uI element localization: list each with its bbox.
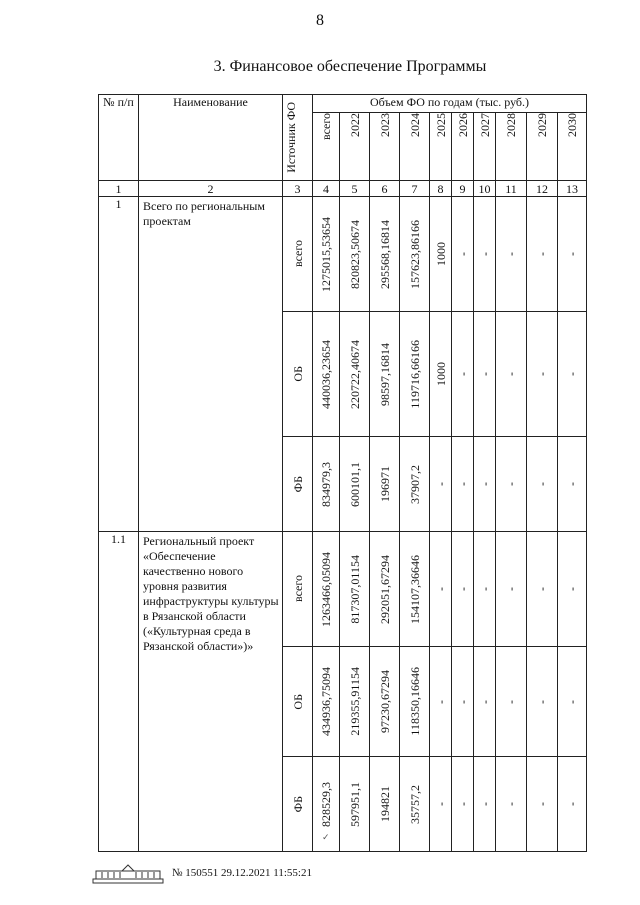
value-cell (474, 197, 496, 312)
value-text: - (455, 802, 470, 806)
value-cell (400, 197, 430, 312)
section-name: Региональный проект «Обеспечение качественно нового уровня развития инфраструктуры культуры в Рязанской области («Культурная среда в Рязанской области»)» (139, 532, 283, 852)
value-cell (558, 312, 587, 437)
value-cell (340, 312, 370, 437)
value-text: 820823,50674 (347, 219, 362, 289)
financing-table (98, 94, 587, 852)
value-text: 118350,16646 (407, 667, 422, 736)
page-number: 8 (316, 12, 324, 29)
value-text: 440036,23654 (319, 339, 333, 409)
value-text: 1263466,05094 (319, 551, 333, 627)
value-cell (496, 757, 527, 852)
value-text: - (504, 802, 518, 806)
col-number: 10 (474, 181, 496, 197)
value-text: - (535, 699, 549, 704)
value-cell (430, 197, 452, 312)
value-text: - (535, 802, 549, 806)
value-text: - (455, 482, 470, 486)
section-name: Всего по региональным проектам (139, 197, 283, 532)
value-cell (527, 437, 558, 532)
value-cell (558, 197, 587, 312)
value-cell (474, 312, 496, 437)
source-cell (283, 532, 313, 647)
col-number: 11 (496, 181, 527, 197)
table-row (99, 197, 587, 312)
value-cell (400, 312, 430, 437)
value-text: 157623,86166 (407, 219, 422, 289)
source-cell (283, 197, 313, 312)
value-cell (340, 647, 370, 757)
value-text: - (433, 587, 448, 591)
value-text: - (535, 587, 549, 591)
value-cell (313, 647, 340, 757)
value-text: 196971 (377, 466, 392, 502)
value-text: 597951,1 (347, 781, 362, 827)
value-cell (370, 312, 400, 437)
value-cell (496, 197, 527, 312)
value-cell (370, 197, 400, 312)
value-cell (430, 437, 452, 532)
header-col-2022: 2022 (340, 113, 370, 181)
value-cell (527, 757, 558, 852)
value-cell (496, 437, 527, 532)
header-col-total: всего (313, 113, 340, 181)
value-cell (400, 757, 430, 852)
table-row (99, 532, 587, 647)
value-cell (370, 532, 400, 647)
value-cell (474, 532, 496, 647)
header-col-2024: 2024 (400, 113, 430, 181)
value-cell (496, 312, 527, 437)
value-text: - (565, 802, 579, 806)
value-text: - (455, 252, 470, 256)
value-text: 834979,3 (319, 461, 333, 507)
value-cell (340, 197, 370, 312)
value-cell (313, 312, 340, 437)
value-text: - (565, 372, 579, 376)
source-label: ОБ (290, 693, 305, 710)
header-col-2023: 2023 (370, 113, 400, 181)
value-text: - (565, 587, 579, 591)
scan-mark: ✓ (322, 832, 330, 842)
section-index: 1.1 (99, 532, 139, 852)
value-text: 1000 (433, 242, 448, 266)
header-col-2025: 2025 (430, 113, 452, 181)
value-cell (452, 757, 474, 852)
value-text: 37907,2 (407, 464, 422, 504)
col-number: 13 (558, 181, 587, 197)
header-source: Источник ФО (283, 95, 313, 181)
value-cell (474, 647, 496, 757)
value-text: - (504, 699, 518, 704)
value-cell (400, 437, 430, 532)
value-text: - (433, 802, 448, 806)
value-cell (370, 437, 400, 532)
value-text: - (504, 252, 518, 256)
value-text: - (535, 252, 549, 256)
value-cell (400, 532, 430, 647)
value-text: 35757,2 (407, 784, 422, 824)
header-col-2030: 2030 (558, 113, 587, 181)
value-cell (430, 757, 452, 852)
col-number: 2 (139, 181, 283, 197)
value-text: - (455, 372, 470, 376)
header-volume: Объем ФО по годам (тыс. руб.) (313, 95, 587, 113)
value-text: - (455, 587, 470, 591)
value-cell (452, 532, 474, 647)
source-label: всего (290, 575, 305, 603)
value-text: 154107,36646 (407, 554, 422, 624)
source-label: ОБ (290, 366, 305, 382)
value-text: - (504, 372, 518, 376)
value-cell (340, 532, 370, 647)
col-number: 8 (430, 181, 452, 197)
value-text: 1000 (433, 362, 448, 386)
value-text: - (565, 252, 579, 256)
col-number: 6 (370, 181, 400, 197)
col-number: 5 (340, 181, 370, 197)
col-number: 9 (452, 181, 474, 197)
value-cell (340, 437, 370, 532)
header-name: Наименование (139, 95, 283, 181)
value-cell (452, 312, 474, 437)
value-cell (527, 312, 558, 437)
col-number: 12 (527, 181, 558, 197)
value-cell (474, 757, 496, 852)
source-label: всего (290, 240, 305, 268)
value-cell (558, 757, 587, 852)
value-text: - (477, 802, 492, 806)
value-text: - (455, 699, 470, 704)
value-cell (527, 197, 558, 312)
value-cell (452, 647, 474, 757)
col-number: 3 (283, 181, 313, 197)
column-number-row (99, 181, 587, 197)
value-text: - (535, 372, 549, 376)
value-cell (452, 197, 474, 312)
value-text: - (433, 699, 448, 704)
value-cell (370, 647, 400, 757)
value-cell (558, 647, 587, 757)
footer (92, 862, 312, 884)
value-text: 817307,01154 (347, 554, 362, 624)
value-cell (558, 437, 587, 532)
value-cell (313, 532, 340, 647)
value-text: 600101,1 (347, 461, 362, 507)
value-cell (430, 312, 452, 437)
header-col-2028: 2028 (496, 113, 527, 181)
value-text: - (477, 699, 492, 704)
value-text: 295568,16814 (377, 219, 392, 289)
value-text: - (433, 482, 448, 486)
page-title: 3. Финансовое обеспечение Программы (213, 58, 487, 75)
col-number: 4 (313, 181, 340, 197)
value-text: - (477, 372, 492, 376)
header-col-2029: 2029 (527, 113, 558, 181)
value-cell (527, 532, 558, 647)
value-text: 434936,75094 (319, 667, 333, 736)
header-col-2026: 2026 (452, 113, 474, 181)
value-cell (558, 532, 587, 647)
value-text: 1275015,53654 (319, 216, 333, 292)
value-cell (370, 757, 400, 852)
value-cell (474, 437, 496, 532)
value-text: 98597,16814 (377, 342, 392, 406)
source-cell (283, 757, 313, 852)
document-id: № 150551 29.12.2021 11:55:21 (172, 867, 312, 879)
value-text: 220722,40674 (347, 339, 362, 409)
value-text: - (477, 482, 492, 486)
value-text: 194821 (377, 786, 392, 822)
value-text: 97230,67294 (377, 670, 392, 733)
col-number: 1 (99, 181, 139, 197)
value-text: - (504, 587, 518, 591)
value-text: - (504, 482, 518, 486)
value-cell (313, 437, 340, 532)
col-number: 7 (400, 181, 430, 197)
value-text: 292051,67294 (377, 554, 392, 624)
value-text: - (565, 699, 579, 704)
value-cell (430, 647, 452, 757)
value-cell (452, 437, 474, 532)
value-text: 219355,91154 (347, 667, 362, 736)
source-label: ФБ (290, 475, 305, 493)
source-label: ФБ (290, 795, 305, 813)
value-cell (430, 532, 452, 647)
section-index: 1 (99, 197, 139, 532)
source-cell (283, 647, 313, 757)
value-cell (400, 647, 430, 757)
header-num: № п/п (99, 95, 139, 181)
value-cell (313, 197, 340, 312)
value-cell (496, 532, 527, 647)
value-text: 828529,3 (319, 781, 333, 827)
value-cell (527, 647, 558, 757)
value-cell (340, 757, 370, 852)
value-text: - (565, 482, 579, 486)
source-cell (283, 437, 313, 532)
table-body (99, 197, 587, 852)
value-text: - (535, 482, 549, 486)
value-cell (496, 647, 527, 757)
source-cell (283, 312, 313, 437)
value-text: 119716,66166 (407, 339, 422, 409)
building-logo-icon (92, 862, 164, 884)
value-text: - (477, 252, 492, 256)
header-col-2027: 2027 (474, 113, 496, 181)
value-text: - (477, 587, 492, 591)
